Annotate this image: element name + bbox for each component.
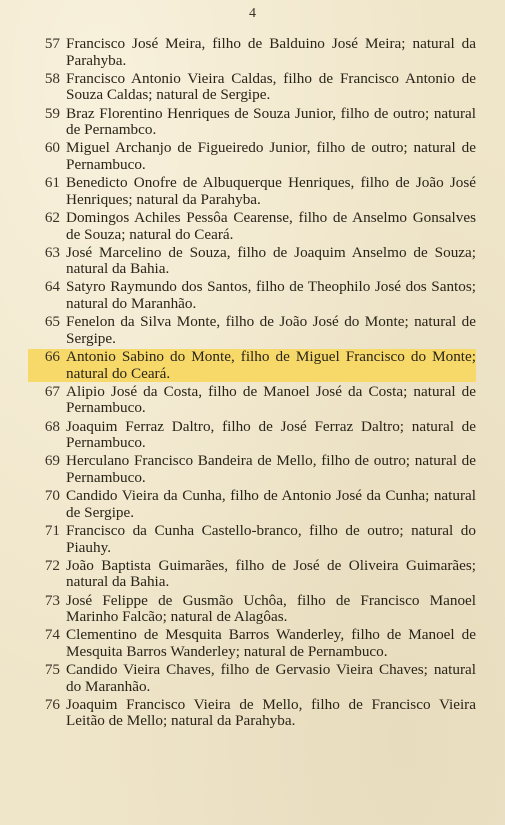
- entry-text: Francisco Antonio Vieira Caldas, filho de Francisco Antonio de Souza Caldas; natural de Sergipe.: [66, 69, 476, 104]
- entry-list: [30, 36, 476, 732]
- list-item: [30, 488, 476, 521]
- entry-text: Braz Florentino Henriques de Souza Junior, filho de outro; natural de Pernambco.: [66, 104, 476, 139]
- entry-number: 76: [44, 695, 60, 713]
- list-item: [30, 627, 476, 660]
- list-item: [30, 106, 476, 139]
- list-item: [30, 279, 476, 312]
- list-item: [30, 662, 476, 695]
- entry-text: Herculano Francisco Bandeira de Mello, filho de outro; natural de Pernambuco.: [66, 452, 476, 486]
- entry-text: Francisco José Meira, filho de Balduino José Meira; natural da Parahyba.: [66, 35, 476, 69]
- entry-text: Candido Vieira Chaves, filho de Gervasio Vieira Chaves; natural do Maranhão.: [66, 661, 476, 695]
- entry-number: 74: [44, 626, 60, 644]
- entry-number: 67: [44, 382, 60, 400]
- list-item: [30, 36, 476, 69]
- entry-number: 61: [44, 174, 60, 192]
- list-item: [30, 210, 476, 243]
- entry-text: Joaquim Francisco Vieira de Mello, filho de Francisco Vieira Leitão de Mello; natural da Parahyba.: [66, 695, 476, 730]
- entry-text: Fenelon da Silva Monte, filho de João José do Monte; natural de Sergipe.: [66, 313, 476, 347]
- entry-text: João Baptista Guimarães, filho de José de Oliveira Guimarães; natural da Bahia.: [66, 556, 476, 591]
- entry-number: 65: [44, 313, 60, 331]
- entry-text: José Felippe de Gusmão Uchôa, filho de Francisco Manoel Marinho Falcão; natural de Alagôas.: [66, 591, 476, 626]
- list-item: [30, 558, 476, 591]
- entry-number: 59: [44, 104, 60, 122]
- entry-number: 68: [44, 417, 60, 435]
- list-item: [30, 593, 476, 626]
- entry-number: 60: [44, 139, 60, 157]
- list-item: [30, 384, 476, 417]
- list-item-highlighted: [28, 349, 476, 382]
- entry-number: 62: [44, 208, 60, 226]
- entry-number: 72: [44, 556, 60, 574]
- entry-text: Francisco da Cunha Castello-branco, filho de outro; natural do Piauhy.: [66, 521, 476, 556]
- list-item: [30, 245, 476, 278]
- entry-number: 75: [44, 661, 60, 679]
- entry-number: 63: [44, 243, 60, 261]
- list-item: [30, 697, 476, 730]
- list-item: [30, 523, 476, 556]
- list-item: [30, 453, 476, 486]
- entry-number: 57: [44, 35, 60, 52]
- entry-text: Miguel Archanjo de Figueiredo Junior, filho de outro; natural de Pernambuco.: [66, 139, 476, 173]
- entry-number: 69: [44, 452, 60, 470]
- entry-number: 73: [44, 591, 60, 609]
- entry-number: 70: [44, 487, 60, 505]
- entry-text: Domingos Achiles Pessôa Cearense, filho de Anselmo Gonsalves de Souza; natural do Ceará.: [66, 208, 476, 243]
- list-item: [30, 140, 476, 173]
- entry-text: Alipio José da Costa, filho de Manoel José da Costa; natural de Pernambuco.: [66, 382, 476, 417]
- entry-text: Antonio Sabino do Monte, filho de Miguel Francisco do Monte; natural do Ceará.: [66, 348, 476, 382]
- list-item: [30, 175, 476, 208]
- entry-number: 66: [44, 348, 60, 366]
- entry-text: Clementino de Mesquita Barros Wanderley, filho de Manoel de Mesquita Barros Wanderley; natural de Pernambuco.: [66, 626, 476, 660]
- entry-text: Candido Vieira da Cunha, filho de Antonio José da Cunha; natural de Sergipe.: [66, 487, 476, 521]
- entry-number: 58: [44, 69, 60, 87]
- list-item: [30, 314, 476, 347]
- list-item: [30, 419, 476, 452]
- entry-number: 71: [44, 521, 60, 539]
- entry-text: Benedicto Onofre de Albuquerque Henriques, filho de João José Henriques; natural da Parahyba.: [66, 174, 476, 208]
- entry-text: Satyro Raymundo dos Santos, filho de Theophilo José dos Santos; natural do Maranhão.: [66, 278, 476, 313]
- page-number: 4: [249, 6, 256, 21]
- entry-number: 64: [44, 278, 60, 296]
- entry-text: Joaquim Ferraz Daltro, filho de José Ferraz Daltro; natural de Pernambuco.: [66, 417, 476, 452]
- entry-text: José Marcelino de Souza, filho de Joaquim Anselmo de Souza; natural da Bahia.: [66, 243, 476, 278]
- list-item: [30, 71, 476, 104]
